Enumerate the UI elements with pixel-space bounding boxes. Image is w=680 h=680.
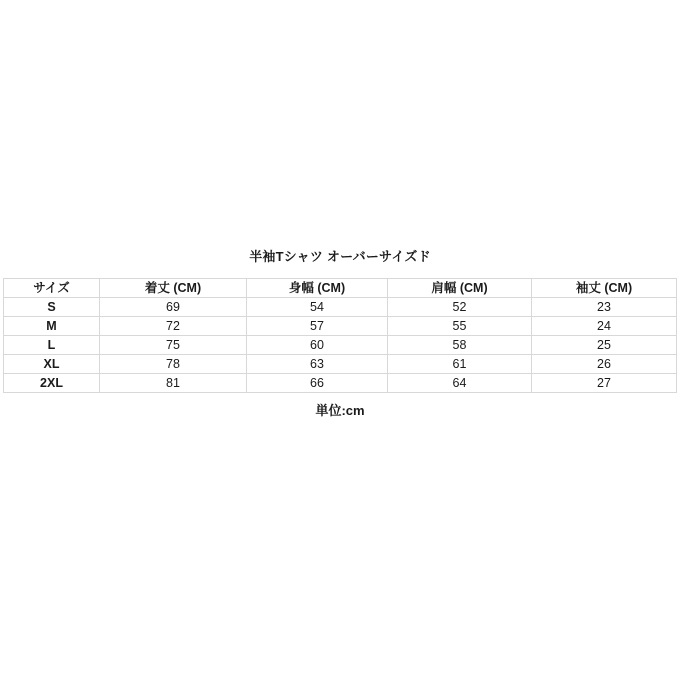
table-row [4, 317, 677, 336]
table-header-row [4, 279, 677, 298]
size-cell: S [4, 298, 100, 317]
column-header: サイズ [4, 279, 100, 298]
measurement-cell: 57 [247, 317, 388, 336]
size-cell: 2XL [4, 374, 100, 393]
size-cell: XL [4, 355, 100, 374]
table-body [4, 298, 677, 393]
table-row [4, 374, 677, 393]
measurement-cell: 72 [100, 317, 247, 336]
size-cell: M [4, 317, 100, 336]
table-row [4, 298, 677, 317]
measurement-cell: 64 [388, 374, 532, 393]
column-header: 身幅 (CM) [247, 279, 388, 298]
measurement-cell: 60 [247, 336, 388, 355]
table-row [4, 355, 677, 374]
measurement-cell: 54 [247, 298, 388, 317]
measurement-cell: 81 [100, 374, 247, 393]
size-chart-table [3, 278, 677, 393]
column-header: 着丈 (CM) [100, 279, 247, 298]
measurement-cell: 27 [532, 374, 677, 393]
column-header: 袖丈 (CM) [532, 279, 677, 298]
measurement-cell: 61 [388, 355, 532, 374]
measurement-cell: 52 [388, 298, 532, 317]
unit-note: 単位:cm [315, 403, 365, 418]
measurement-cell: 23 [532, 298, 677, 317]
table-row [4, 336, 677, 355]
measurement-cell: 66 [247, 374, 388, 393]
measurement-cell: 63 [247, 355, 388, 374]
measurement-cell: 26 [532, 355, 677, 374]
measurement-cell: 25 [532, 336, 677, 355]
measurement-cell: 58 [388, 336, 532, 355]
column-header: 肩幅 (CM) [388, 279, 532, 298]
size-cell: L [4, 336, 100, 355]
measurement-cell: 78 [100, 355, 247, 374]
measurement-cell: 24 [532, 317, 677, 336]
page-title: 半袖Tシャツ オーバーサイズド [249, 249, 431, 264]
measurement-cell: 55 [388, 317, 532, 336]
measurement-cell: 75 [100, 336, 247, 355]
measurement-cell: 69 [100, 298, 247, 317]
